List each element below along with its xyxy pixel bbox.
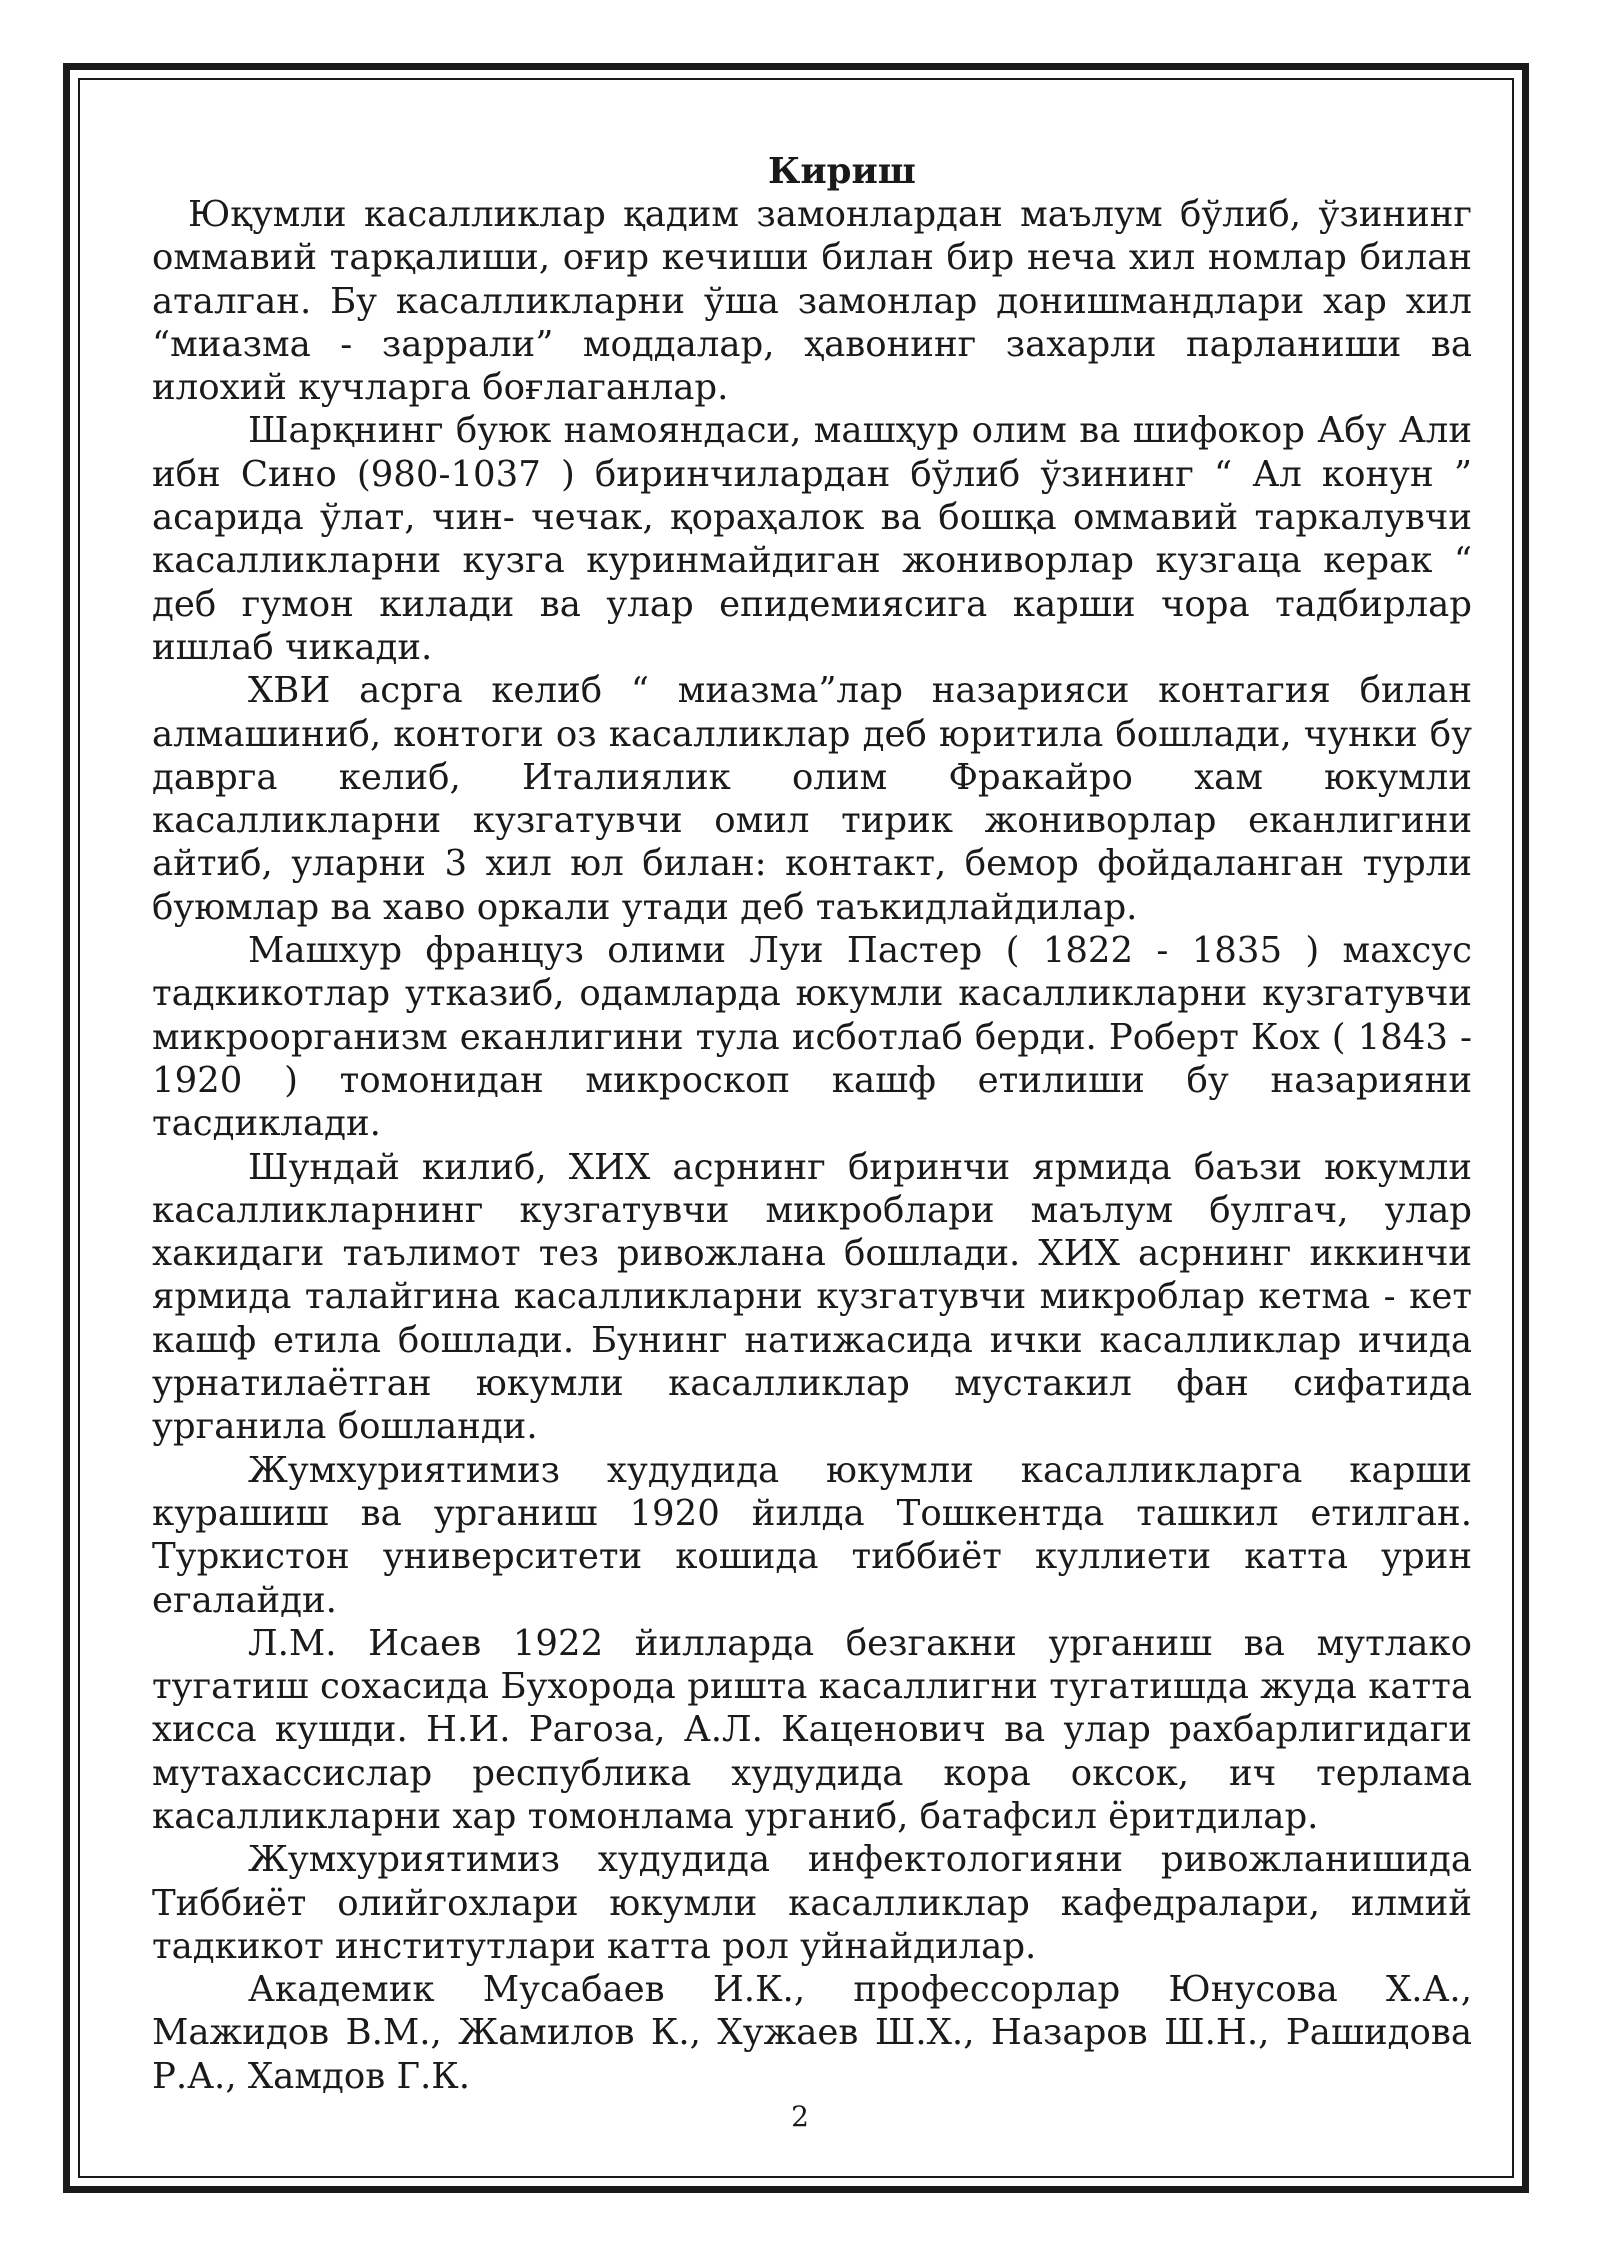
paragraph-8: Жумхуриятимиз худудида инфектологияни ривожланишида Тиббиёт олийгохлари юкумли касалликлар кафедралари, илмий тадкикот институтлари катта рол уйнайдилар. (152, 1839, 1472, 1967)
page-title: Кириш (768, 151, 916, 192)
document-body (152, 150, 1472, 2098)
page-number: 2 (791, 2100, 809, 2133)
paragraph-1: Юқумли касалликлар қадим замонлардан маълум бўлиб, ўзининг оммавий тарқалиши, оғир кечиши билан бир неча хил номлар билан аталган. Бу касалликларни ўша замонлар донишмандлари хар хил “миазма - заррали” моддалар, ҳавонинг захарли парланиши ва илохий кучларга боғлаганлар. (152, 194, 1472, 409)
paragraph-2: Шарқнинг буюк намояндаси, машҳур олим ва шифокор Абу Али ибн Сино (980-1037 ) биринчилардан бўлиб ўзининг “ Ал конун ” асарида ўлат, чин- чечак, қораҳалок ва бошқа оммавий таркалувчи касалликларни кузга куринмайдиган жониворлар кузгаца керак “ деб гумон килади ва улар епидемиясига карши чора тадбирлар ишлаб чикади. (152, 410, 1472, 668)
paragraph-7: Л.М. Исаев 1922 йилларда безгакни урганиш ва мутлако тугатиш сохасида Бухорода ришта касаллигни тугатишда жуда катта хисса кушди. Н.И. Рагоза, А.Л. Каценович ва улар рахбарлигидаги мутахассислар республика худудида кора оксок, ич терлама касалликларни хар томонлама урганиб, батафсил ёритдилар. (152, 1622, 1472, 1837)
paragraph-6: Жумхуриятимиз худудида юкумли касалликларга карши курашиш ва урганиш 1920 йилда Тошкентда ташкил етилган. Туркистон университети кошида тиббиёт куллиети катта урин егалайди. (152, 1449, 1472, 1621)
paragraph-5: Шундай килиб, ХИХ асрнинг биринчи ярмида баъзи юкумли касалликларнинг кузгатувчи микроблари маълум булгач, улар хакидаги таълимот тез ривожлана бошлади. ХИХ асрнинг иккинчи ярмида талайгина касалликларни кузгатувчи микроблар кетма - кет кашф етила бошлади. Бунинг натижасида ички касалликлар ичида урнатилаётган юкумли касалликлар мустакил фан сифатида урганила бошланди. (152, 1146, 1472, 1448)
paragraph-9: Академик Мусабаев И.К., профессорлар Юнусова Х.А., Мажидов В.М., Жамилов К., Хужаев Ш.Х., Назаров Ш.Н., Рашидова Р.А., Хамдов Г.К. (152, 1969, 1472, 2097)
paragraph-4: Машхур француз олими Луи Пастер ( 1822 - 1835 ) махсус тадкикотлар утказиб, одамларда юкумли касалликларни кузгатувчи микроорганизм еканлигини тула исботлаб берди. Роберт Кох ( 1843 - 1920 ) томонидан микроскоп кашф етилиши бу назарияни тасдиклади. (152, 930, 1472, 1145)
paragraph-3: ХВИ асрга келиб “ миазма”лар назарияси контагия билан алмашиниб, контоги оз касалликлар деб юритила бошлади, чунки бу даврга келиб, Италиялик олим Фракайро хам юкумли касалликларни кузгатувчи омил тирик жониворлар еканлигини айтиб, уларни 3 хил юл билан: контакт, бемор фойдаланган турли буюмлар ва хаво оркали утади деб таъкидлайдилар. (152, 670, 1472, 928)
